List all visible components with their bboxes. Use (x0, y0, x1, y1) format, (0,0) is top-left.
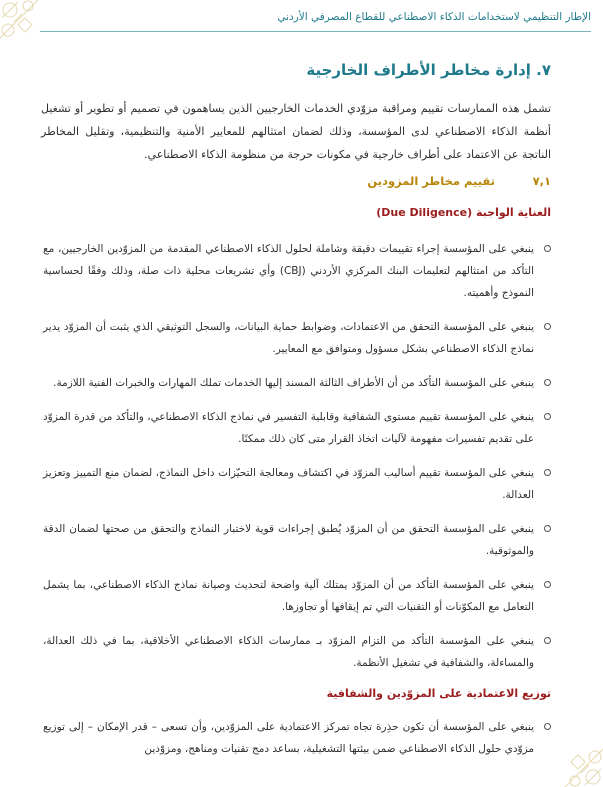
vendor-concentration-list (43, 716, 551, 760)
list-item-text: ينبغي على المؤسسة التأكد من أن الأطراف الثالثة المسند إليها الخدمات تملك المهارات والخبرات الفنية اللازمة. (53, 377, 534, 389)
vendor-concentration-heading: توزيع الاعتمادية على المزوّدين والشفافية (326, 687, 551, 700)
ornament-pattern-icon (561, 745, 603, 787)
list-item (43, 630, 551, 674)
list-item-text: ينبغي على المؤسسة تقييم مستوى الشفافية وقابلية التفسير في نماذج الذكاء الاصطناعي، والتأكد من قدرة المزوّد على تقديم تفسيرات مفهومة لآليات اتخاذ القرار متى كان ذلك ممكنًا. (43, 411, 534, 445)
list-item-text: ينبغي على المؤسسة التحقق من الاعتمادات، وضوابط حماية البيانات، والسجل التوثيقي الذي يثبت أن المزوّد يدير نماذج الذكاء الاصطناعي بشكل مسؤول ومتوافق مع المعايير. (43, 321, 534, 355)
list-item (43, 716, 551, 760)
header-divider (40, 31, 591, 32)
bullet-circle-icon (544, 723, 551, 730)
bullet-circle-icon (544, 581, 551, 588)
bullet-circle-icon (544, 525, 551, 532)
section-intro-paragraph: تشمل هذه الممارسات تقييم ومراقبة مزوّدي الخدمات الخارجيين الذين يساهمون في تصميم أو تطوير أو تشغيل أنظمة الذكاء الاصطناعي لدى المؤسسة، وذلك لضمان امتثالهم للمعايير الأمنية والتنظيمية، وتقليل المخاطر الناتجة عن الاعتماد على أطراف خارجية في مكونات حرجة من منظومة الذكاء الاصطناعي. (41, 102, 551, 161)
list-item-text: ينبغي على المؤسسة التأكد من أن المزوّد يمتلك آلية واضحة لتحديث وصيانة نماذج الذكاء الاصطناعي، بما يشمل التعامل مع المكوّنات أو التقنيات التي تم إيقافها أو تجاوزها. (43, 579, 534, 613)
list-item (43, 574, 551, 618)
list-item-text: ينبغي على المؤسسة التأكد من التزام المزوّد بـ ممارسات الذكاء الاصطناعي الأخلاقية، بما في ذلك العدالة، والمساءلة، والشفافية في تشغيل الأنظمة. (43, 635, 534, 669)
due-diligence-heading: العناية الواجبة (Due Diligence) (376, 206, 551, 219)
due-diligence-list (43, 238, 551, 686)
bullet-circle-icon (544, 637, 551, 644)
subsection-title: تقييم مخاطر المزودين (367, 174, 495, 188)
bullet-circle-icon (544, 413, 551, 420)
ornament-pattern-icon (0, 0, 42, 42)
subsection-number: ٧,١ (532, 174, 551, 188)
bullet-circle-icon (544, 323, 551, 330)
list-item-text: ينبغي على المؤسسة تقييم أساليب المزوّد في اكتشاف ومعالجة التحيّزات داخل النماذج، لضمان منع التمييز وتعزيز العدالة. (43, 467, 534, 501)
subsection-heading (231, 174, 551, 188)
list-item (43, 406, 551, 450)
list-item-text: ينبغي على المؤسسة إجراء تقييمات دقيقة وشاملة لحلول الذكاء الاصطناعي المقدمة من المزوّدين الخارجيين، مع التأكد من امتثالهم لتعليمات البنك المركزي الأردني (CBJ) وأي تشريعات محلية ذات صلة، وذلك وفقًا لحساسية النموذج وأهميته. (43, 243, 534, 299)
bullet-circle-icon (544, 379, 551, 386)
bullet-circle-icon (544, 469, 551, 476)
list-item (43, 316, 551, 360)
bullet-circle-icon (544, 245, 551, 252)
list-item (43, 238, 551, 304)
corner-ornament-top-left (0, 0, 42, 42)
list-item (43, 518, 551, 562)
section-title: ٧. إدارة مخاطر الأطراف الخارجية (306, 61, 551, 79)
list-item (43, 372, 551, 394)
corner-ornament-bottom-right (561, 745, 603, 787)
list-item-text: ينبغي على المؤسسة أن تكون حذِرة تجاه تمركز الاعتمادية على المزوّدين، وأن تسعى – قدر الإمكان – إلى توزيع مزوّدي حلول الذكاء الاصطناعي ضمن بيئتها التشغيلية، بساعد دمج تقنيات ومناهج، ومزوّدين (43, 721, 534, 755)
list-item-text: ينبغي على المؤسسة التحقق من أن المزوّد يُطبق إجراءات قوية لاختبار النماذج والتحقق من صحتها لضمان الدقة والموثوقية. (43, 523, 534, 557)
list-item (43, 462, 551, 506)
document-header-title: الإطار التنظيمي لاستخدامات الذكاء الاصطناعي للقطاع المصرفي الأردني (277, 11, 591, 23)
